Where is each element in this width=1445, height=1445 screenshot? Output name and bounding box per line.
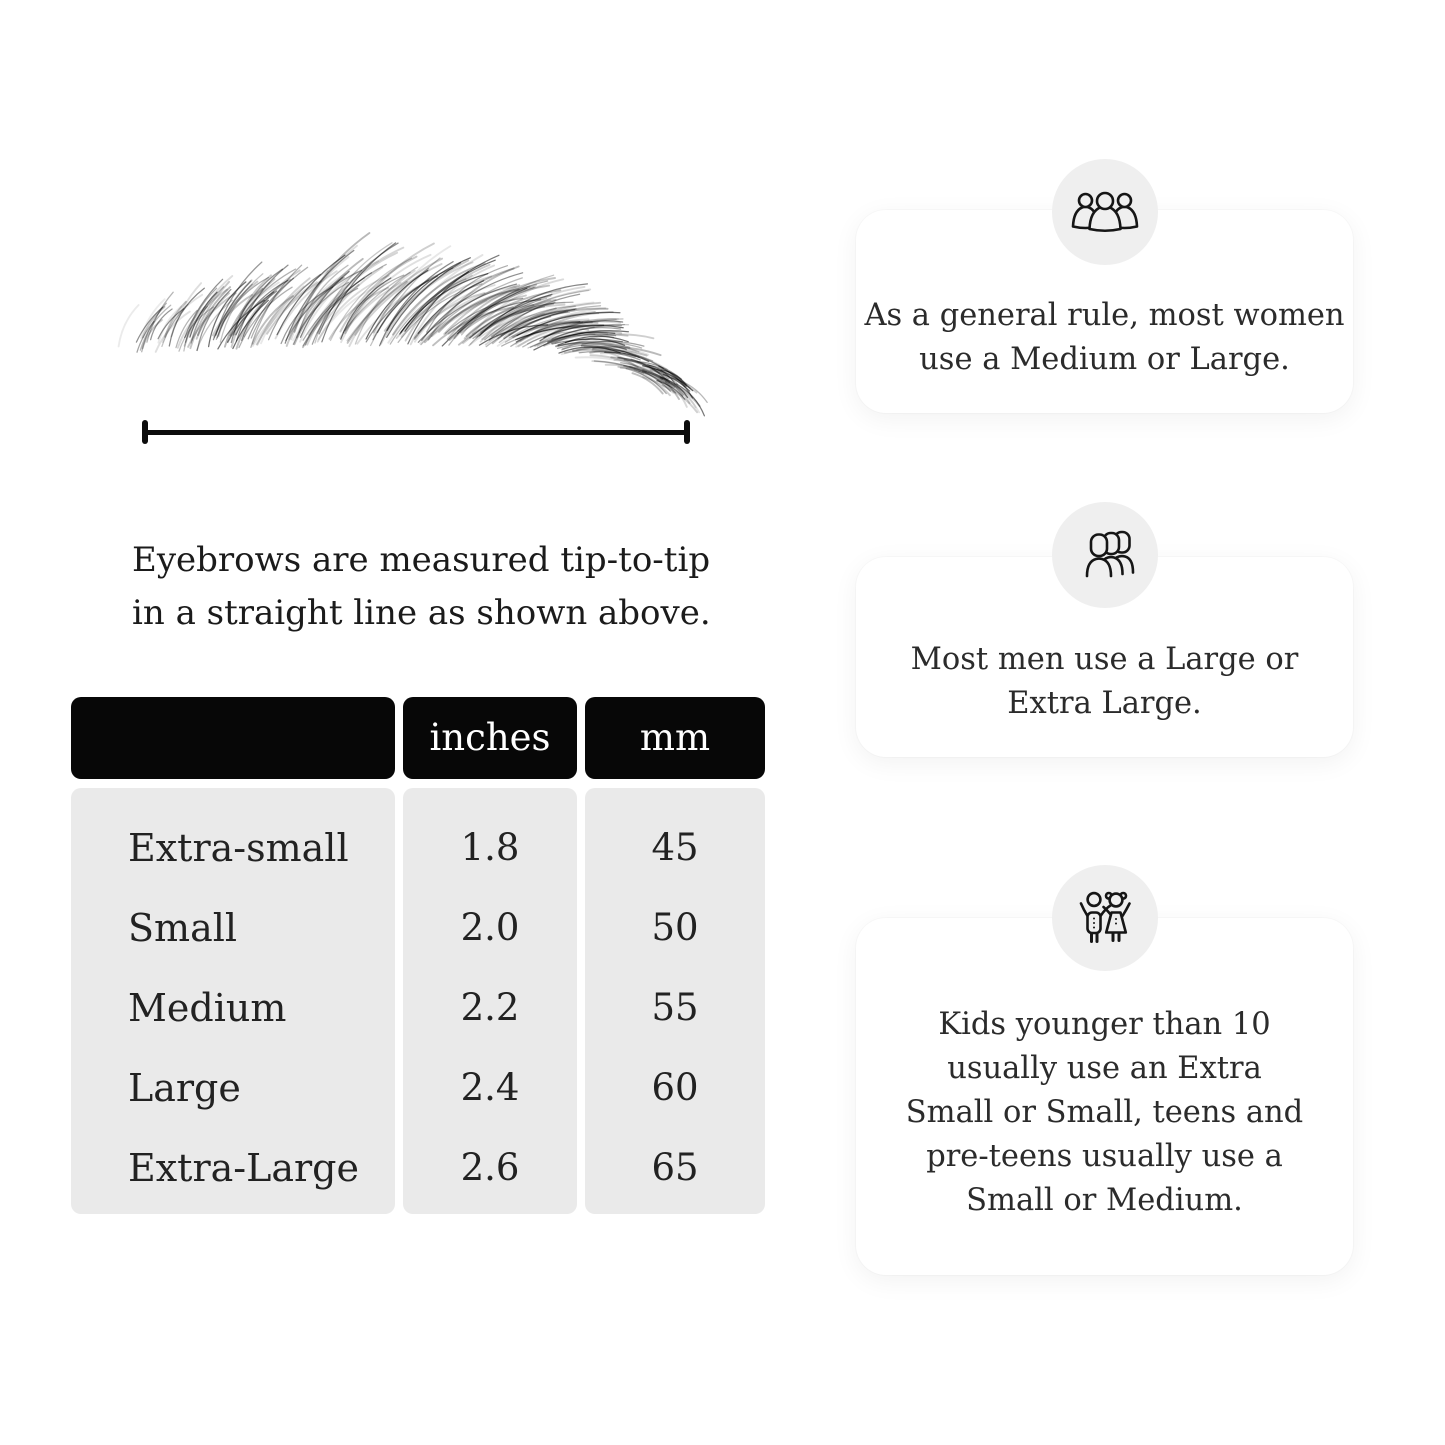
card-text-line: Most men use a Large or: [910, 642, 1299, 677]
table-cell-mm: 45: [651, 826, 699, 869]
info-card-kids: [856, 918, 1353, 1275]
table-header-mm-label: mm: [639, 716, 711, 759]
table-header-inches-label: inches: [429, 716, 551, 759]
measurement-caption: [132, 534, 752, 640]
men-icon-circle: [1052, 502, 1158, 608]
table-row-label: Small: [128, 906, 238, 950]
card-text-line: Small or Small, teens and: [905, 1095, 1304, 1130]
caption-line-2: in a straight line as shown above.: [132, 593, 711, 633]
table-cell-inches: 2.2: [460, 986, 520, 1029]
card-text-line: Extra Large.: [1007, 686, 1202, 721]
measurement-line-bar: [145, 430, 688, 435]
women-icon-circle: [1052, 159, 1158, 265]
table-cell-mm: 50: [651, 906, 699, 949]
table-row-label: Extra-small: [128, 826, 349, 870]
info-card-kids-text: [856, 1003, 1353, 1223]
table-row-label: Extra-Large: [128, 1146, 359, 1190]
table-cell-inches: 2.4: [460, 1066, 520, 1109]
card-text-line: usually use an Extra: [947, 1051, 1262, 1086]
table-cell-inches: 1.8: [460, 826, 520, 869]
card-text-line: pre-teens usually use a: [926, 1139, 1283, 1174]
info-card-women-text: [856, 294, 1353, 382]
table-column-mm: [585, 788, 765, 1214]
table-column-size: [71, 788, 395, 1214]
card-text-line: use a Medium or Large.: [919, 342, 1290, 377]
eyebrow-illustration: [112, 238, 702, 408]
women-group-icon: [1070, 189, 1140, 235]
info-card-men-text: [856, 638, 1353, 726]
caption-line-1: Eyebrows are measured tip-to-tip: [132, 540, 711, 580]
table-column-inches: [403, 788, 577, 1214]
card-text-line: Small or Medium.: [966, 1183, 1243, 1218]
table-header-mm: [585, 697, 765, 779]
men-group-icon: [1073, 530, 1137, 580]
table-row-label: Large: [128, 1066, 241, 1110]
table-header-inches: [403, 697, 577, 779]
table-cell-mm: 55: [651, 986, 699, 1029]
table-cell-inches: 2.0: [460, 906, 520, 949]
kids-icon: [1073, 889, 1137, 947]
card-text-line: Kids younger than 10: [938, 1007, 1271, 1042]
measurement-line-right-tick: [684, 420, 690, 444]
table-cell-inches: 2.6: [460, 1146, 520, 1189]
kids-icon-circle: [1052, 865, 1158, 971]
table-cell-mm: 65: [651, 1146, 699, 1189]
table-row-label: Medium: [128, 986, 287, 1030]
card-text-line: As a general rule, most women: [864, 298, 1345, 333]
table-header-size: [71, 697, 395, 779]
table-cell-mm: 60: [651, 1066, 699, 1109]
